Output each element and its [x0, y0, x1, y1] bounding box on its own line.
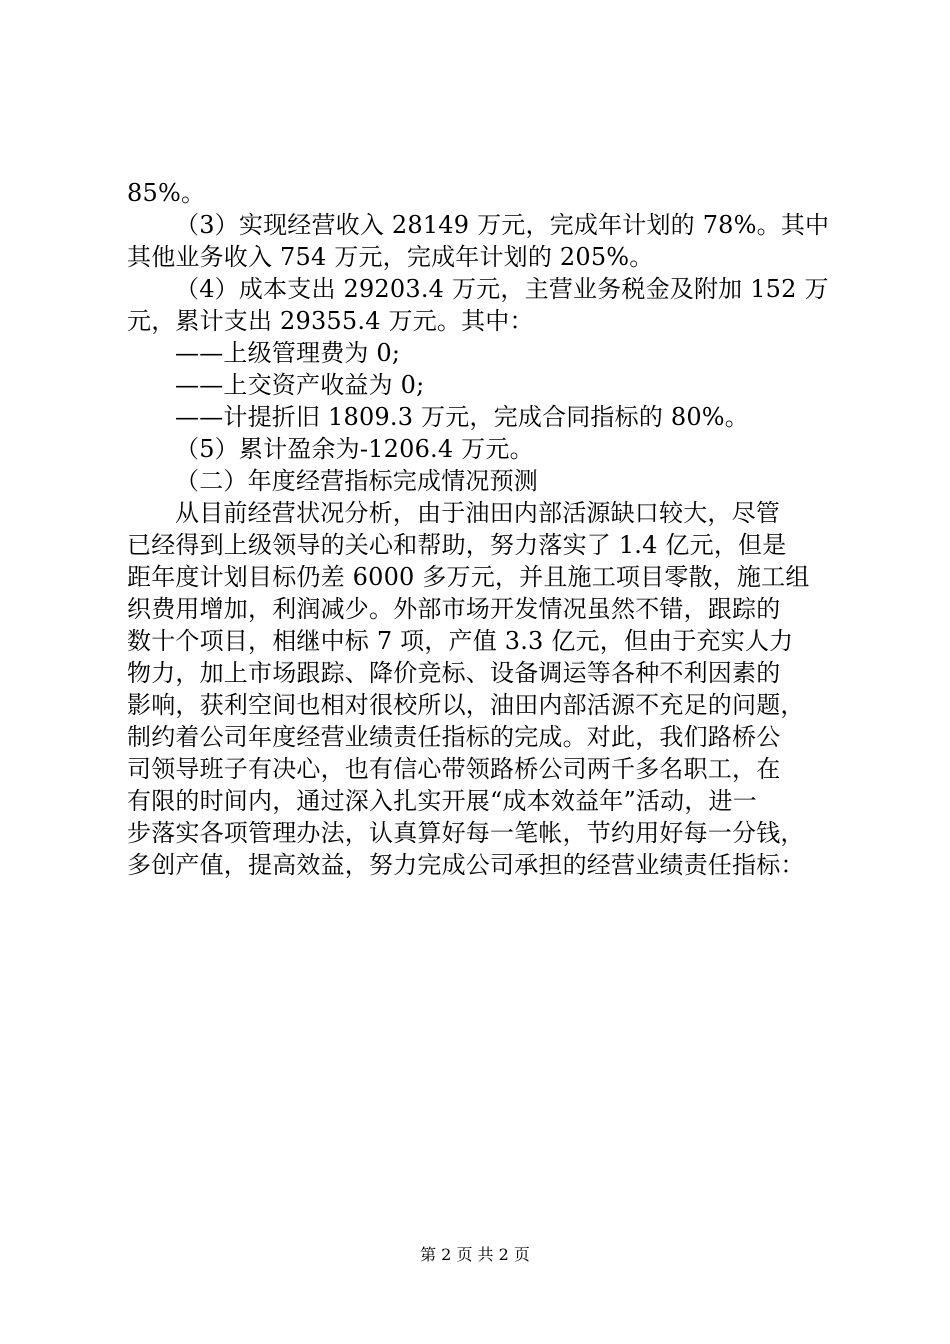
text-line: 已经得到上级领导的关心和帮助，努力落实了 1.4 亿元，但是: [127, 531, 787, 559]
text-line: ——上级管理费为 0;: [175, 339, 401, 367]
text-line: 距年度计划目标仍差 6000 多万元，并且施工项目零散，施工组: [127, 563, 810, 591]
text-line: 司领导班子有决心，也有信心带领路桥公司两千多名职工，在: [127, 755, 781, 783]
text-line: 有限的时间内，通过深入扎实开展“成本效益年”活动，进一: [127, 787, 757, 815]
text-line: 元，累计支出 29355.4 万元。其中：: [127, 307, 534, 335]
text-line: 85%。: [127, 179, 206, 207]
text-line: 物力，加上市场跟踪、降价竞标、设备调运等各种不利因素的: [127, 659, 781, 687]
text-line: （3）实现经营收入 28149 万元，完成年计划的 78%。其中: [175, 211, 830, 239]
text-line: （4）成本支出 29203.4 万元，主营业务税金及附加 152 万: [175, 275, 829, 303]
text-line: 影响，获利空间也相对很校所以，油田内部活源不充足的问题，: [127, 691, 805, 719]
page-number-footer: 第 2 页 共 2 页: [420, 1245, 530, 1264]
text-line: （5）累计盈余为-1206.4 万元。: [175, 435, 534, 463]
text-line: 制约着公司年度经营业绩责任指标的完成。对此，我们路桥公: [127, 723, 781, 751]
text-line: 从目前经营状况分析，由于油田内部活源缺口较大，尽管: [175, 499, 780, 527]
text-line: 其他业务收入 754 万元，完成年计划的 205%。: [127, 243, 654, 271]
text-line: 数十个项目，相继中标 7 项，产值 3.3 亿元，但由于充实人力: [127, 627, 794, 655]
text-line: ——上交资产收益为 0;: [175, 371, 425, 399]
text-line: 织费用增加，利润减少。外部市场开发情况虽然不错，跟踪的: [127, 595, 781, 623]
text-line: 步落实各项管理办法，认真算好每一笔帐，节约用好每一分钱，: [127, 819, 805, 847]
text-line: ——计提折旧 1809.3 万元，完成合同指标的 80%。: [175, 403, 750, 431]
text-line: 多创产值，提高效益，努力完成公司承担的经营业绩责任指标：: [127, 851, 805, 879]
section-heading: （二）年度经营指标完成情况预测: [175, 467, 538, 495]
